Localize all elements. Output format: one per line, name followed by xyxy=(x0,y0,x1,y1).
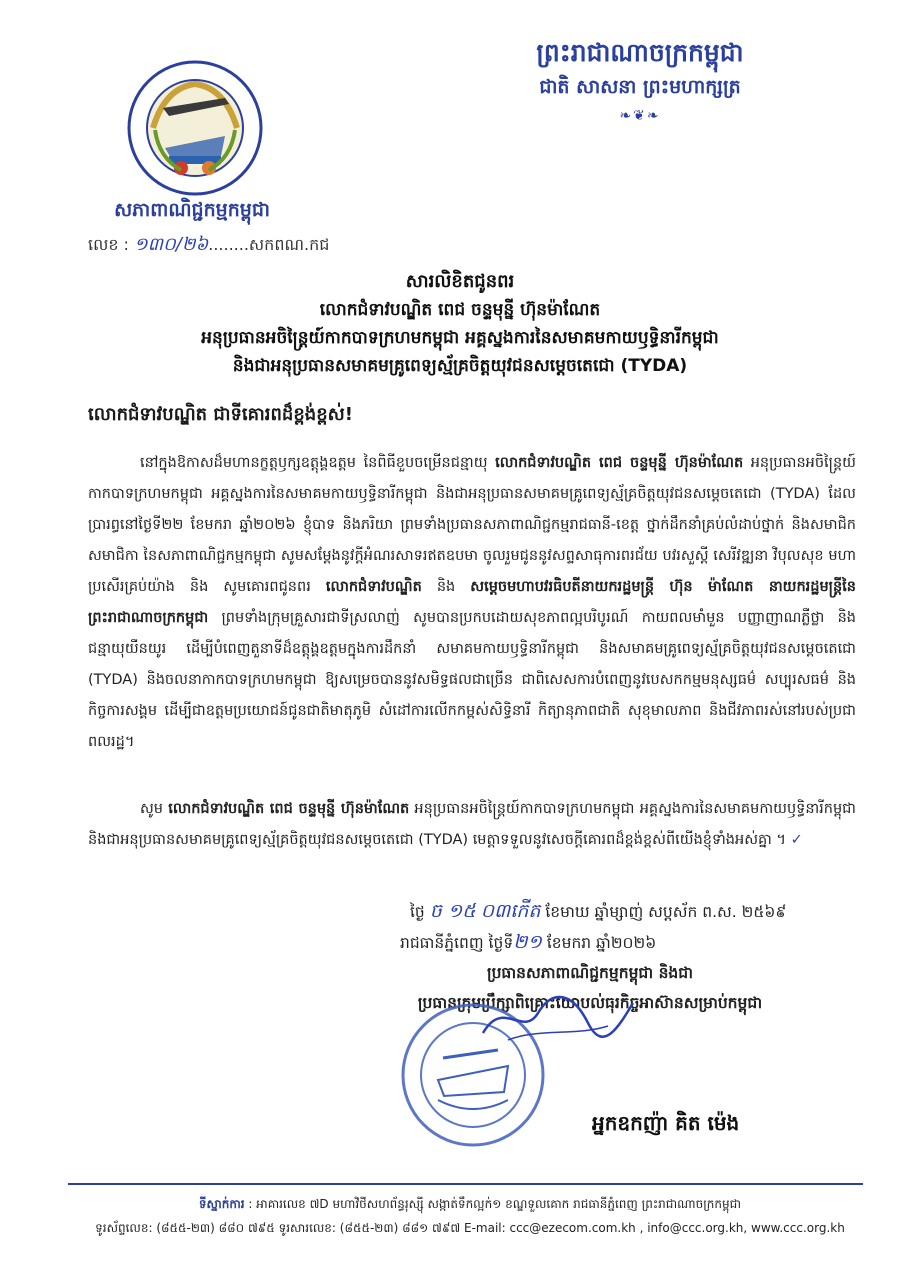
kingdom-motto: ជាតិ សាសនា ព្រះមហាក្សត្រ xyxy=(539,76,741,98)
ref-suffix: ........សកពណ.កជ xyxy=(208,235,330,254)
footer-address-label: ទីស្នាក់ការ xyxy=(198,1197,245,1211)
organization-name: សភាពាណិជ្ជកម្មកម្ពុជា xyxy=(114,199,270,221)
title-line-3: អនុប្រធានអចិន្ត្រៃយ៍កាកបាទក្រហមកម្ពុជា អគ្គស្នងការនៃសមាគមកាយឫទ្ធិនារីកម្ពុជា xyxy=(201,328,719,348)
p2-text-a: សូម xyxy=(140,801,169,817)
p1-text-e: និង xyxy=(421,579,471,595)
ornament-divider: ❧❦❧ xyxy=(619,108,661,124)
chamber-logo xyxy=(125,58,265,198)
footer-address xyxy=(80,1192,860,1216)
footer xyxy=(80,1192,860,1240)
p2-text-c: អនុប្រធានអចិន្ត្រៃយ៍កាកបាទក្រហមកម្ពុជា អគ្គស្នងការនៃសមាគមកាយឫទ្ធិនារីកម្ពុជា និងជាអនុប្រធានសមាគមគ្រូពេទ្យស្ម័គ្រចិត្តយុវជនសម្តេចតេជោ (TYDA) មេត្តាទទួលនូវសេចក្តីគោរពដ៏ខ្ពង់ខ្ពស់ពីយើងខ្ញុំទាំងអស់គ្នា ។ xyxy=(88,801,856,848)
lunar-date-label: ថ្ងៃ xyxy=(410,903,425,921)
kingdom-title: ព្រះរាជាណាចក្រកម្ពុជា xyxy=(536,38,744,67)
solar-date xyxy=(300,927,860,958)
ref-number: ១៣០/ xyxy=(134,234,182,255)
p1-bold-name: លោកជំទាវបណ្ឌិត ពេជ ចន្ទមុន្នី ហ៊ុនម៉ាណែត xyxy=(495,455,744,471)
reference-number xyxy=(88,232,329,259)
p1-text-c: អនុប្រធានអចិន្ត្រៃយ៍កាកបាទក្រហមកម្ពុជា អគ្គស្នងការនៃសមាគមកាយឫទ្ធិនារីកម្ពុជា និងជាអនុប្រធានសមាគមគ្រូពេទ្យស្ម័គ្រចិត្តយុវជនសម្តេចតេជោ (TYDA) ដែលប្រារព្ធនៅថ្ងៃទី២២ ខែមករា ឆ្នាំ២០២៦ ខ្ញុំបាទ និងភរិយា ព្រមទាំងប្រធានសភាពាណិជ្ជកម្មរាជធានី-ខេត្ត ថ្នាក់ដឹកនាំគ្រប់លំដាប់ថ្នាក់ និងសមាជិក សមាជិកា នៃសភាពាណិជ្ជកម្មកម្ពុជា សូមសម្តែងនូវក្តីអំណរសាទរឥតឧបមា ចូលរួមជូននូវសព្ទសាធុការពរជ័យ បវរសួស្តី សេរីវឌ្ឍនា វិបុលសុខ មហាប្រសើរគ្រប់យ៉ាង និង សូមគោរពជូនពរ xyxy=(88,455,856,595)
p1-text-a: នៅក្នុងឱកាសដ៏មហានក្ខត្តឫក្សឧត្តុង្គឧត្តម នៃពិធីខួបចម្រើនជន្មាយុ xyxy=(140,455,496,471)
title-line-2: លោកជំទាវបណ្ឌិត ពេជ ចន្ទមុន្នី ហ៊ុនម៉ាណែត xyxy=(319,300,601,320)
signer-name: អ្នកឧកញ៉ា គិត ម៉េង xyxy=(592,1111,740,1135)
salutation: លោកជំទាវបណ្ឌិត ជាទីគោរពដ៏ខ្ពង់ខ្ពស់! xyxy=(88,404,353,425)
p1-bold-title: លោកជំទាវបណ្ឌិត xyxy=(325,579,422,595)
solar-day-hand: ២១ xyxy=(513,931,542,953)
p1-text-g: ព្រមទាំងក្រុមគ្រួសារជាទីស្រលាញ់ សូមបានប្រកបដោយសុខភាពល្អបរិបូរណ៍ កាយពលមាំមួន បញ្ញាញាណភ្លឺថ្លា និងជន្មាយុយឺនយូរ ដើម្បីបំពេញតួនាទីដ៏ឧត្តុង្គឧត្តមក្នុងការដឹកនាំ សមាគមកាយឫទ្ធិនារីកម្ពុជា និងសមាគមគ្រូពេទ្យស្ម័គ្រចិត្តយុវជនសម្តេចតេជោ (TYDA) និងចលនាកាកបាទក្រហមកម្ពុជា ឱ្យសម្រេចបាននូវសមិទ្ធផលជាច្រើន ជាពិសេសការបំពេញនូវបេសកកម្មមនុស្សធម៌ សប្បុរសធម៌ និង កិច្ចការសង្គម ដើម្បីជាឧត្តមប្រយោជន៍ជូនជាតិមាតុភូមិ សំដៅការលើកកម្ពស់សិទ្ធិនារី កិត្យានុភាពជាតិ សុខុមាលភាព និងជីវភាពរស់នៅរបស់ប្រជាពលរដ្ឋ។ xyxy=(88,610,856,750)
solar-date-label: រាជធានីភ្នំពេញ ថ្ងៃទី xyxy=(400,934,514,952)
lunar-day: ច ១៥ xyxy=(429,900,476,922)
ref-handwritten: ២៦ xyxy=(181,234,209,255)
footer-divider xyxy=(68,1183,863,1185)
ref-label: លេខ : xyxy=(88,235,129,254)
body-paragraph-2 xyxy=(88,794,856,856)
solar-date-rest: ខែមករា ឆ្នាំ២០២៦ xyxy=(546,934,657,952)
p2-bold-name: លោកជំទាវបណ្ឌិត ពេជ ចន្ទមុន្នី ហ៊ុនម៉ាណែត xyxy=(168,801,410,817)
title-line-1: សារលិខិតជូនពរ xyxy=(405,271,515,292)
lunar-date xyxy=(300,896,860,927)
footer-contact: ទូរស័ព្ទលេខ: (៨៥៥-២៣) ៨៨០ ៧៩៥ ទូរសារលេខ: (៨៥៥-២៣) ៨៨១ ៧៩៧ E-mail: ccc@ezecom.com.kh , info@ccc.org.kh, www.ccc.org.kh xyxy=(95,1221,845,1235)
signer-role-2: ប្រធានក្រុមប្រឹក្សាពិគ្រោះយោបល់ធុរកិច្ចអាស៊ានសម្រាប់កម្ពុជា xyxy=(417,994,763,1012)
signer-role-1: ប្រធានសភាពាណិជ្ជកម្មកម្ពុជា និងជា xyxy=(486,964,694,982)
body-paragraph-1 xyxy=(88,448,856,758)
kingdom-header xyxy=(480,36,800,124)
initial-tick: ✓ xyxy=(790,832,803,848)
lunar-date-rest: ខែមាឃ ឆ្នាំម្សាញ់ សប្តស័ក ព.ស. ២៥៦៩ xyxy=(545,903,787,921)
footer-address-text: : អាគារលេខ ៧D មហាវិថីសហព័ន្ធរុស្ស៊ី សង្កាត់ទឹកល្អក់១ ខណ្ឌទួលគោក រាជធានីភ្នំពេញ ព្រះរាជាណាចក្រកម្ពុជា xyxy=(244,1197,742,1211)
p1-bold-pm: សម្តេចមហាបវរធិបតីនាយករដ្ឋមន្ត្រី ហ៊ុន ម៉ាណែត នាយករដ្ឋមន្ត្រីនៃព្រះរាជាណាចក្រកម្ពុជា xyxy=(88,579,856,626)
title-line-4: និងជាអនុប្រធានសមាគមគ្រូពេទ្យស្ម័គ្រចិត្តយុវជនសម្តេចតេជោ (TYDA) xyxy=(232,356,688,376)
letter-title xyxy=(40,268,880,380)
handwritten-signature xyxy=(478,988,638,1048)
lunar-day-hand: ០៣កើត xyxy=(480,900,541,922)
